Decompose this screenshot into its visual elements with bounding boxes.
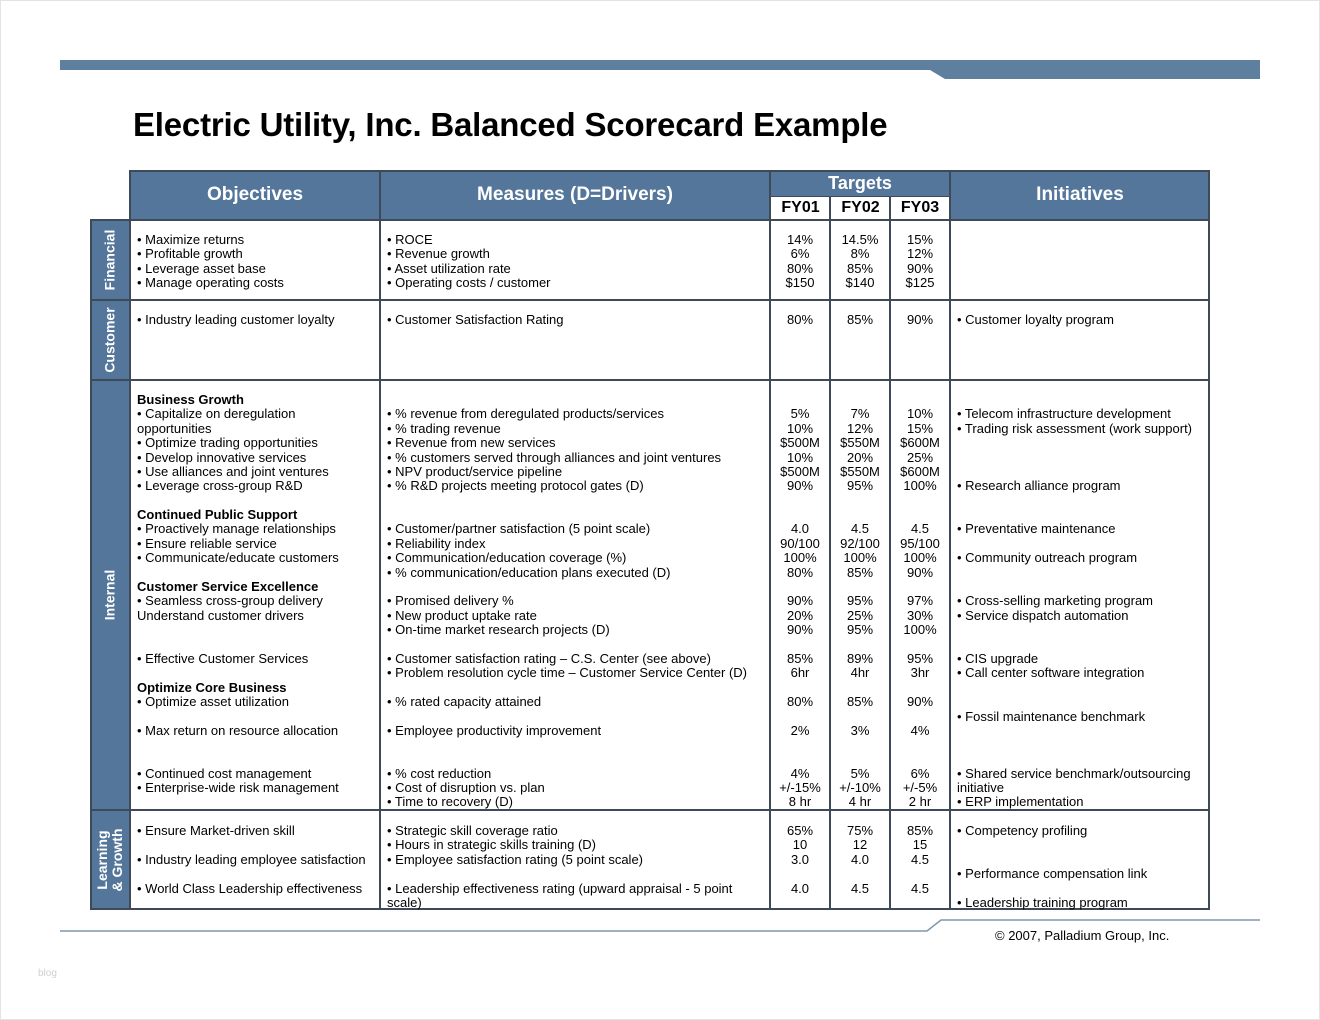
- measure-item: • Revenue growth: [387, 246, 490, 262]
- measure-item: • Cost of disruption vs. plan: [387, 780, 545, 795]
- target-fy02-value: 85%: [846, 694, 874, 710]
- target-fy03-value: 15%: [906, 420, 934, 436]
- measure-item: • Promised delivery %: [387, 593, 514, 609]
- target-fy03-value: 6%: [910, 765, 930, 781]
- objective-item: • Leverage asset base: [137, 260, 266, 276]
- objective-item: • Seamless cross-group delivery: [137, 593, 323, 609]
- target-fy03-value: 90%: [906, 312, 934, 327]
- target-fy03-value: 12%: [906, 246, 934, 262]
- target-fy03-value: $125: [905, 275, 935, 291]
- section-learning-growth: Learning & Growth: [90, 810, 130, 910]
- col-divider: [379, 170, 381, 910]
- measure-item: • % customers served through alliances and joint ventures: [387, 449, 722, 465]
- target-fy02-value: 14.5%: [841, 232, 879, 247]
- initiative-item: • CIS upgrade: [957, 651, 1039, 666]
- target-fy01-value: $150: [785, 275, 815, 291]
- measure-item: • % cost reduction: [387, 765, 492, 781]
- target-fy03-value: 15: [912, 837, 928, 853]
- target-fy01-value: 8 hr: [788, 794, 812, 810]
- target-fy01-value: 65%: [786, 823, 814, 838]
- target-fy02-value: 3%: [850, 723, 870, 738]
- measure-item: • Strategic skill coverage ratio: [387, 823, 558, 838]
- target-fy01-value: 6%: [790, 246, 810, 262]
- target-fy01-value: 85%: [786, 651, 814, 666]
- target-fy03-value: 4.5: [910, 880, 930, 896]
- border-left: [90, 220, 92, 910]
- target-fy02-value: 20%: [846, 449, 874, 465]
- header-measures: Measures (D=Drivers): [380, 170, 770, 220]
- target-fy03-value: 10%: [906, 406, 934, 422]
- target-fy01-value: $500M: [780, 464, 820, 479]
- target-fy02-value: 5%: [850, 765, 870, 781]
- border-right: [1208, 170, 1210, 910]
- initiative-item: • Service dispatch automation: [957, 607, 1129, 623]
- target-fy02-value: 85%: [846, 564, 874, 580]
- target-fy01-value: 90/100: [780, 535, 820, 551]
- target-fy01-value: 20%: [786, 607, 814, 623]
- target-fy03-value: 4.5: [910, 521, 930, 537]
- initiative-item: • Leadership training program: [957, 895, 1128, 910]
- target-fy01-value: 80%: [786, 694, 814, 710]
- header-fy02: FY02: [831, 197, 890, 219]
- objective-group-heading: Optimize Core Business: [137, 680, 287, 695]
- header-divider: [90, 219, 1210, 221]
- target-fy02-value: 4.0: [850, 851, 870, 867]
- header-objectives: Objectives: [130, 170, 380, 220]
- objective-item: • Maximize returns: [137, 232, 245, 247]
- initiative-item: • ERP implementation: [957, 794, 1084, 810]
- border-left-inner: [129, 170, 131, 910]
- target-fy02-value: 4 hr: [848, 794, 872, 810]
- measure-item: scale): [387, 895, 422, 910]
- target-fy03-value: 100%: [903, 622, 937, 638]
- target-fy01-value: 5%: [790, 406, 810, 422]
- section-financial: Financial: [90, 220, 130, 300]
- initiative-item: • Telecom infrastructure development: [957, 406, 1171, 422]
- initiative-item: • Call center software integration: [957, 665, 1145, 681]
- header-targets: Targets: [770, 170, 950, 197]
- measure-item: • Operating costs / customer: [387, 275, 551, 291]
- target-fy02-value: 95%: [846, 593, 874, 609]
- measure-item: • Employee productivity improvement: [387, 723, 602, 738]
- target-fy03-value: +/-5%: [902, 780, 938, 795]
- objective-item: • Profitable growth: [137, 246, 243, 262]
- header-rule: [0, 0, 1320, 90]
- objective-item: • Industry leading customer loyalty: [137, 312, 335, 327]
- measure-item: • Revenue from new services: [387, 435, 556, 451]
- initiative-item: • Research alliance program: [957, 478, 1121, 494]
- target-fy01-value: 10%: [786, 420, 814, 436]
- target-fy01-value: 80%: [786, 312, 814, 327]
- objective-item: • Continued cost management: [137, 765, 312, 781]
- measure-item: • Customer Satisfaction Rating: [387, 312, 564, 327]
- target-fy01-value: 90%: [786, 478, 814, 494]
- row-divider: [90, 299, 1210, 301]
- objective-group-heading: Customer Service Excellence: [137, 579, 319, 594]
- target-fy01-value: 4%: [790, 765, 810, 781]
- objective-group-heading: Business Growth: [137, 392, 244, 407]
- measure-item: • Problem resolution cycle time – Customer Service Center (D): [387, 665, 748, 681]
- target-fy01-value: 90%: [786, 593, 814, 609]
- target-fy03-value: 4%: [910, 723, 930, 738]
- target-fy01-value: +/-15%: [779, 780, 821, 795]
- target-fy01-value: 14%: [786, 232, 814, 247]
- target-fy02-value: 4.5: [850, 880, 870, 896]
- objective-item: • Communicate/educate customers: [137, 550, 339, 566]
- target-fy01-value: 80%: [786, 564, 814, 580]
- target-fy02-value: 92/100: [840, 535, 880, 551]
- target-fy02-value: 25%: [846, 607, 874, 623]
- target-fy01-value: 4.0: [790, 880, 810, 896]
- objective-item: • Ensure Market-driven skill: [137, 823, 295, 838]
- copyright-footer: © 2007, Palladium Group, Inc.: [995, 928, 1170, 943]
- target-fy03-value: 90%: [906, 694, 934, 710]
- target-fy02-value: 95%: [846, 478, 874, 494]
- scorecard-table: [90, 170, 1210, 910]
- target-fy01-value: 10%: [786, 449, 814, 465]
- measure-item: • On-time market research projects (D): [387, 622, 610, 638]
- target-fy01-value: 3.0: [790, 851, 810, 867]
- target-fy03-value: 85%: [906, 823, 934, 838]
- target-fy01-value: 90%: [786, 622, 814, 638]
- measure-item: • % rated capacity attained: [387, 694, 542, 710]
- target-fy02-value: 95%: [846, 622, 874, 638]
- target-fy03-value: 25%: [906, 449, 934, 465]
- target-fy02-value: $550M: [840, 435, 880, 451]
- objective-item: • Manage operating costs: [137, 275, 284, 291]
- target-fy03-value: 2 hr: [908, 794, 932, 810]
- target-fy02-value: $550M: [840, 464, 880, 479]
- measure-item: • New product uptake rate: [387, 607, 537, 623]
- target-fy03-value: 97%: [906, 593, 934, 609]
- initiative-item: • Community outreach program: [957, 550, 1138, 566]
- measure-item: • Time to recovery (D): [387, 794, 513, 810]
- target-fy02-value: 85%: [846, 260, 874, 276]
- target-fy03-value: 95/100: [900, 535, 940, 551]
- initiative-item: • Cross-selling marketing program: [957, 593, 1154, 609]
- target-fy02-value: 12%: [846, 420, 874, 436]
- target-fy01-value: $500M: [780, 435, 820, 451]
- target-fy01-value: 6hr: [790, 665, 810, 681]
- objective-item: Understand customer drivers: [137, 607, 304, 623]
- target-fy03-value: 90%: [906, 260, 934, 276]
- initiative-item: • Fossil maintenance benchmark: [957, 708, 1146, 724]
- target-fy01-value: 100%: [783, 550, 817, 566]
- measure-item: • Leadership effectiveness rating (upward appraisal - 5 point: [387, 880, 733, 896]
- measure-item: • Customer/partner satisfaction (5 point scale): [387, 521, 651, 537]
- objective-item: opportunities: [137, 420, 212, 436]
- measure-item: • Asset utilization rate: [387, 260, 511, 276]
- objective-item: • Develop innovative services: [137, 449, 307, 465]
- objective-item: • Proactively manage relationships: [137, 521, 336, 537]
- initiative-item: • Shared service benchmark/outsourcing: [957, 765, 1191, 781]
- target-fy02-value: 7%: [850, 406, 870, 422]
- objective-item: • Leverage cross-group R&D: [137, 478, 303, 494]
- initiative-item: • Trading risk assessment (work support): [957, 420, 1193, 436]
- header-fy01: FY01: [771, 197, 830, 219]
- target-fy02-value: 85%: [846, 312, 874, 327]
- border-top: [130, 170, 1210, 172]
- objective-item: • Enterprise-wide risk management: [137, 780, 339, 795]
- target-fy01-value: 10: [792, 837, 808, 853]
- target-fy01-value: 80%: [786, 260, 814, 276]
- measure-item: • Hours in strategic skills training (D): [387, 837, 596, 853]
- target-fy02-value: 4hr: [850, 665, 870, 681]
- initiative-item: • Customer loyalty program: [957, 312, 1114, 327]
- objective-group-heading: Continued Public Support: [137, 507, 298, 522]
- measure-item: • NPV product/service pipeline: [387, 464, 563, 479]
- measure-item: • % R&D projects meeting protocol gates (D): [387, 478, 644, 494]
- target-fy03-value: $600M: [900, 464, 940, 479]
- target-fy03-value: 30%: [906, 607, 934, 623]
- target-fy03-value: 3hr: [910, 665, 930, 681]
- target-fy02-value: +/-10%: [839, 780, 881, 795]
- target-fy01-value: 2%: [790, 723, 810, 738]
- watermark: blog: [38, 968, 57, 979]
- measure-item: • % revenue from deregulated products/services: [387, 406, 664, 422]
- measure-item: • ROCE: [387, 232, 433, 247]
- objective-item: • Ensure reliable service: [137, 535, 277, 551]
- target-fy03-value: 4.5: [910, 851, 930, 867]
- objective-item: • World Class Leadership effectiveness: [137, 880, 363, 896]
- target-fy02-value: 4.5: [850, 521, 870, 537]
- target-fy03-value: 100%: [903, 550, 937, 566]
- objective-item: • Effective Customer Services: [137, 651, 309, 666]
- page-title: Electric Utility, Inc. Balanced Scorecard Example: [133, 106, 888, 143]
- initiative-item: • Competency profiling: [957, 823, 1088, 838]
- initiative-item: • Preventative maintenance: [957, 521, 1116, 537]
- row-divider: [90, 379, 1210, 381]
- measure-item: • Customer satisfaction rating – C.S. Center (see above): [387, 651, 711, 666]
- measure-item: • % communication/education plans executed (D): [387, 564, 671, 580]
- targets-divider: [770, 196, 950, 197]
- objective-item: • Max return on resource allocation: [137, 723, 339, 738]
- target-fy03-value: 15%: [906, 232, 934, 247]
- measure-item: • Employee satisfaction rating (5 point scale): [387, 851, 644, 867]
- section-customer: Customer: [90, 300, 130, 380]
- target-fy03-value: 95%: [906, 651, 934, 666]
- objective-item: • Industry leading employee satisfaction: [137, 851, 366, 867]
- measure-item: • % trading revenue: [387, 420, 501, 436]
- header-initiatives: Initiatives: [950, 170, 1210, 220]
- section-internal: Internal: [90, 380, 130, 810]
- objective-item: • Capitalize on deregulation: [137, 406, 296, 422]
- target-fy03-value: 90%: [906, 564, 934, 580]
- target-fy02-value: 75%: [846, 823, 874, 838]
- measure-item: • Communication/education coverage (%): [387, 550, 627, 566]
- measure-item: • Reliability index: [387, 535, 486, 551]
- target-fy03-value: $600M: [900, 435, 940, 451]
- target-fy03-value: 100%: [903, 478, 937, 494]
- objective-item: • Optimize asset utilization: [137, 694, 289, 710]
- target-fy02-value: 89%: [846, 651, 874, 666]
- target-fy02-value: 8%: [850, 246, 870, 262]
- objective-item: • Use alliances and joint ventures: [137, 464, 329, 479]
- objective-item: • Optimize trading opportunities: [137, 435, 318, 451]
- initiative-item: • Performance compensation link: [957, 866, 1148, 882]
- initiative-item: initiative: [957, 780, 1004, 795]
- header-fy03: FY03: [891, 197, 949, 219]
- target-fy01-value: 4.0: [790, 521, 810, 537]
- target-fy02-value: 100%: [843, 550, 877, 566]
- target-fy02-value: 12: [852, 837, 868, 853]
- target-fy02-value: $140: [845, 275, 875, 291]
